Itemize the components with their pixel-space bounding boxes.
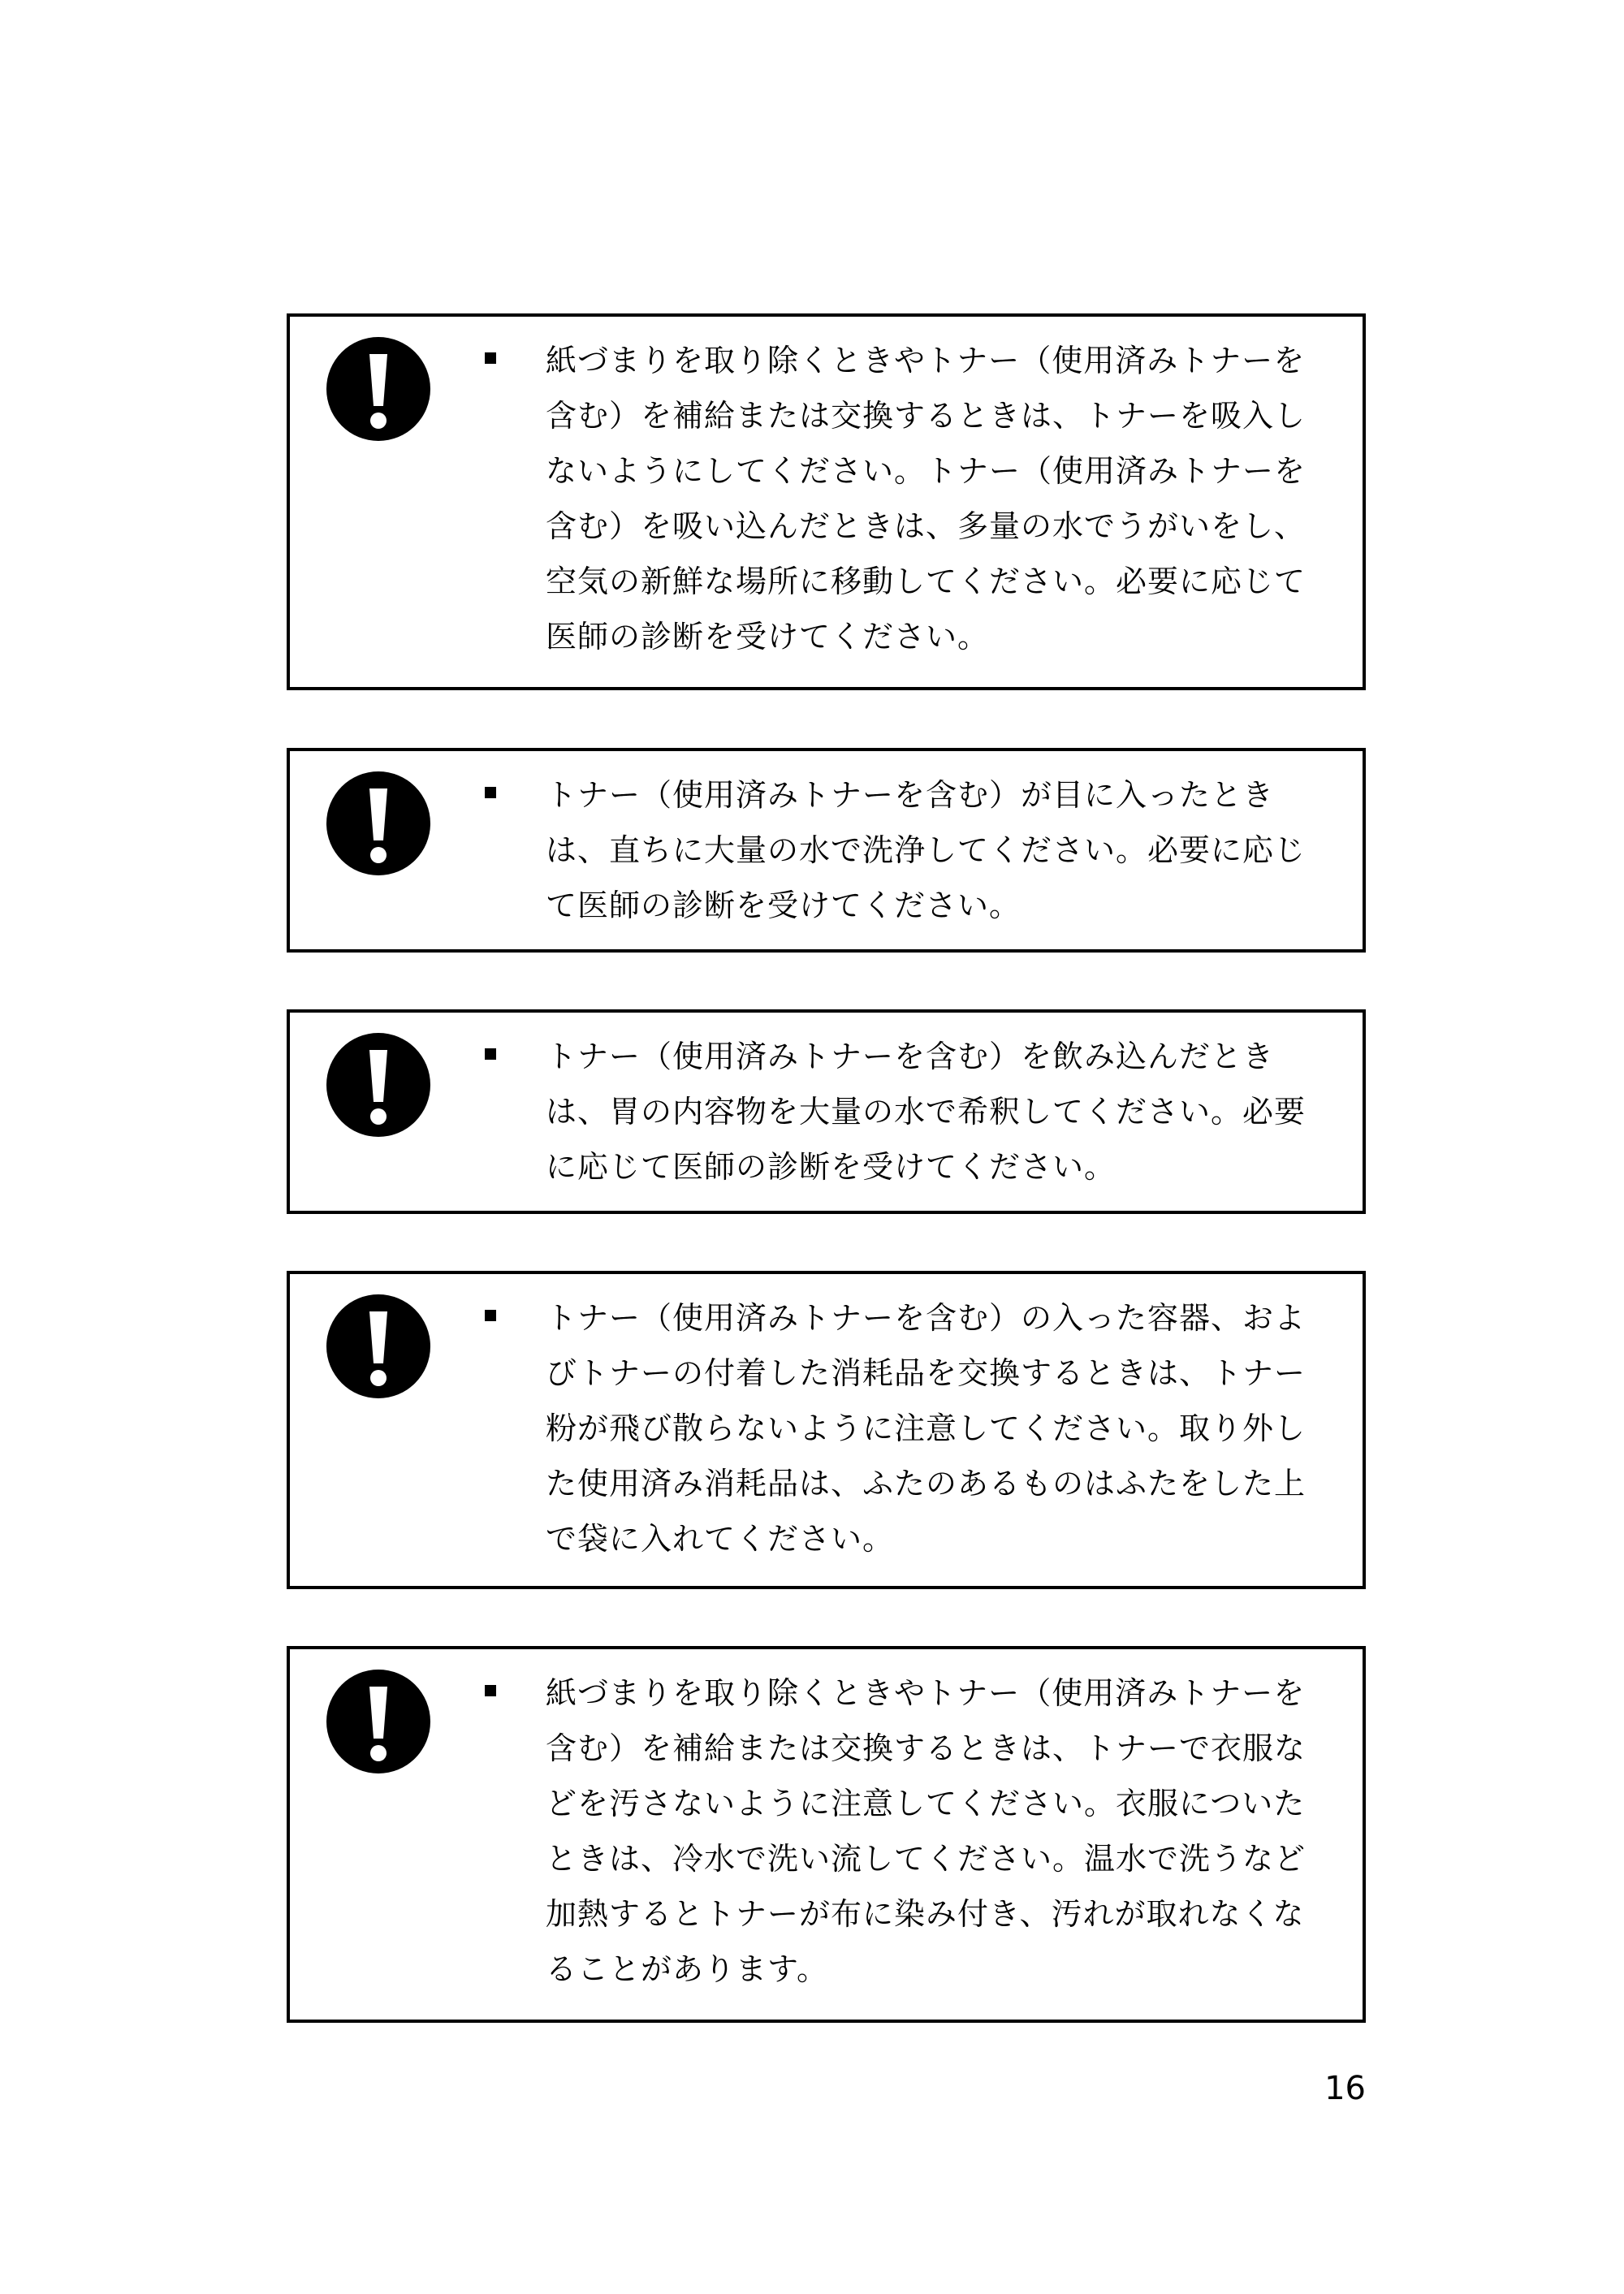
notice-line: 紙づまりを取り除くときやトナー（使用済みトナーを bbox=[546, 343, 1306, 378]
notice-line: 加熱するとトナーが布に染み付き、汚れが取れなくな bbox=[546, 1896, 1305, 1932]
warning-notice-box bbox=[287, 1646, 1366, 2023]
warning-notice-box bbox=[287, 1271, 1366, 1589]
notice-line: 医師の診断を受けてください。 bbox=[546, 619, 990, 655]
notice-line: で袋に入れてください。 bbox=[546, 1521, 895, 1557]
warning-notice-box bbox=[287, 748, 1366, 953]
notice-line: どを汚さないように注意してください。衣服についた bbox=[546, 1786, 1306, 1821]
bullet-square-icon bbox=[485, 352, 496, 364]
notice-text bbox=[546, 333, 1358, 664]
notice-line: 空気の新鮮な場所に移動してください。必要に応じて bbox=[546, 564, 1307, 599]
exclamation-icon bbox=[326, 1669, 431, 1774]
notice-line: 含む）を補給または交換するときは、トナーを吸入し bbox=[546, 398, 1307, 434]
notice-line: トナー（使用済みトナーを含む）の入った容器、およ bbox=[546, 1300, 1307, 1336]
notice-line: トナー（使用済みトナーを含む）が目に入ったとき bbox=[546, 777, 1275, 813]
warning-notice-box bbox=[287, 313, 1366, 690]
warning-notice-box bbox=[287, 1009, 1366, 1214]
notice-line: 粉が飛び散らないように注意してください。取り外し bbox=[546, 1411, 1307, 1446]
notice-line: て医師の診断を受けてください。 bbox=[546, 888, 1021, 923]
bullet-square-icon bbox=[485, 1685, 496, 1696]
notice-text bbox=[546, 1665, 1358, 1997]
page-number: 16 bbox=[1324, 2070, 1366, 2107]
exclamation-icon bbox=[326, 771, 431, 876]
bullet-square-icon bbox=[485, 1048, 496, 1060]
notice-text bbox=[546, 1290, 1358, 1566]
notice-line: ることがあります。 bbox=[546, 1951, 828, 1987]
notice-line: に応じて医師の診断を受けてください。 bbox=[546, 1149, 1116, 1185]
bullet-square-icon bbox=[485, 787, 496, 798]
notice-line: ときは、冷水で洗い流してください。温水で洗うなど bbox=[546, 1841, 1307, 1877]
notice-line: は、直ちに大量の水で洗浄してください。必要に応じ bbox=[546, 832, 1307, 868]
notice-line: 紙づまりを取り除くときやトナー（使用済みトナーを bbox=[546, 1675, 1306, 1711]
bullet-square-icon bbox=[485, 1310, 496, 1321]
notice-line: 含む）を吸い込んだときは、多量の水でうがいをし、 bbox=[546, 508, 1307, 544]
notice-line: た使用済み消耗品は、ふたのあるものはふたをした上 bbox=[546, 1466, 1307, 1501]
notice-line: トナー（使用済みトナーを含む）を飲み込んだとき bbox=[546, 1039, 1275, 1074]
notice-line: びトナーの付着した消耗品を交換するときは、トナー bbox=[546, 1355, 1307, 1391]
notice-text bbox=[546, 1029, 1358, 1195]
notice-line: は、胃の内容物を大量の水で希釈してください。必要 bbox=[546, 1094, 1307, 1130]
exclamation-icon bbox=[326, 336, 431, 442]
notice-line: 含む）を補給または交換するときは、トナーで衣服な bbox=[546, 1730, 1307, 1766]
notice-text bbox=[546, 767, 1358, 933]
exclamation-icon bbox=[326, 1294, 431, 1399]
notice-line: ないようにしてください。トナー（使用済みトナーを bbox=[546, 453, 1307, 489]
exclamation-icon bbox=[326, 1032, 431, 1138]
